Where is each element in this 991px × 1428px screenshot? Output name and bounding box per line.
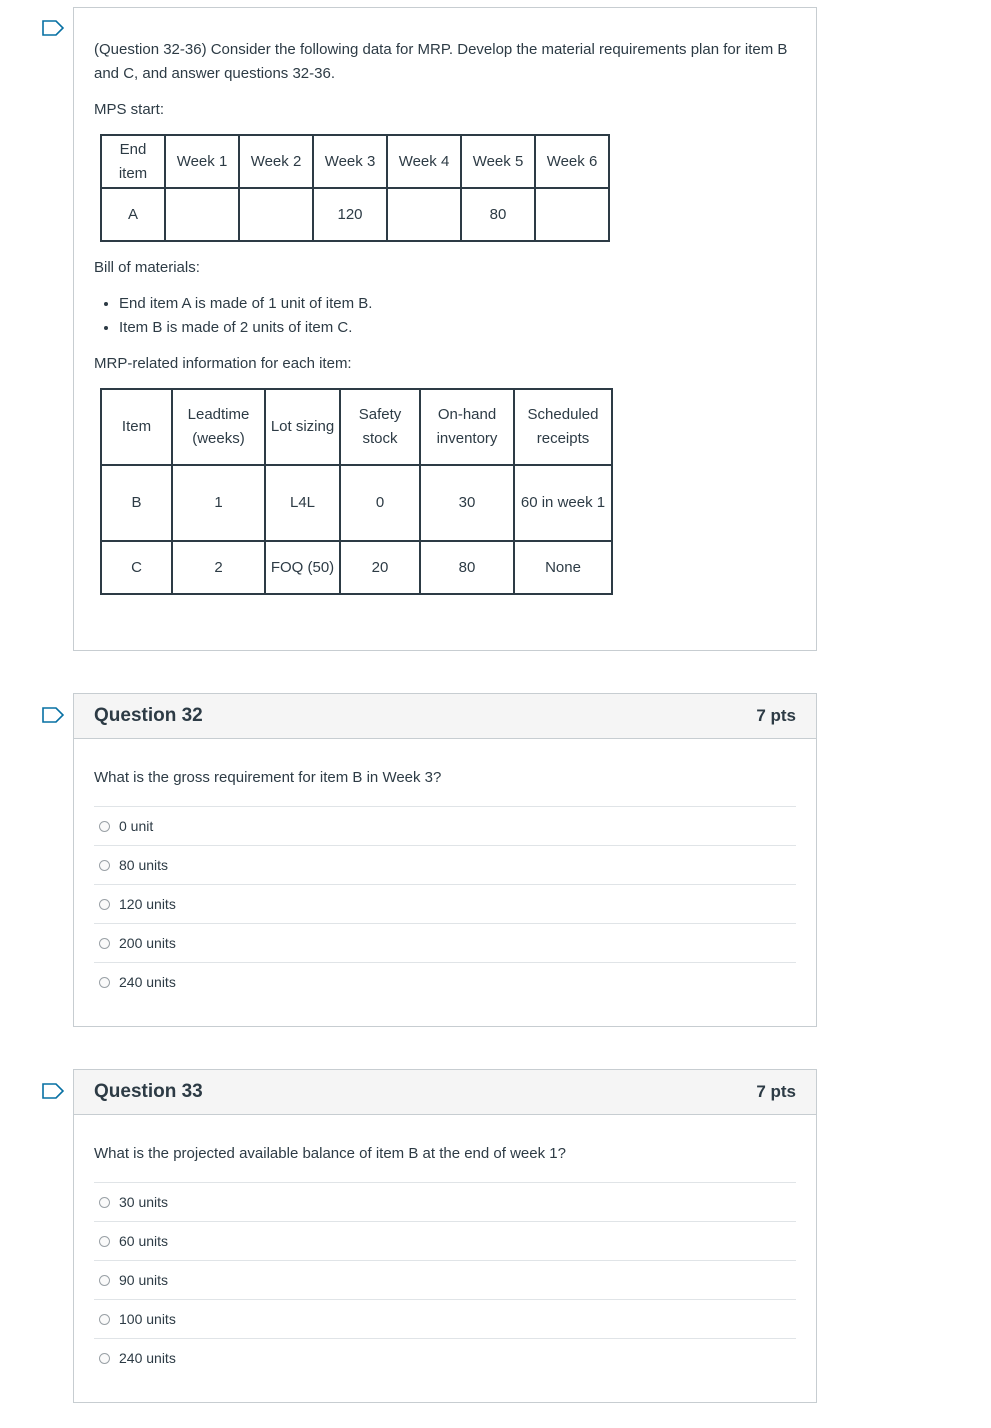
mps-cell (387, 188, 461, 241)
mrp-header: Safety stock (340, 389, 420, 465)
answer-option[interactable] (94, 923, 796, 962)
mps-header: Week 4 (387, 135, 461, 188)
mps-cell (535, 188, 609, 241)
answer-option[interactable] (94, 845, 796, 884)
question-header (74, 694, 816, 739)
mps-header: Week 6 (535, 135, 609, 188)
flag-question-icon[interactable] (42, 707, 64, 723)
list-item: • Item B is made of 2 units of item C. (119, 316, 796, 340)
question-card (73, 693, 817, 1027)
mrp-label: MRP-related information for each item: (94, 355, 352, 372)
mrp-cell: C (101, 541, 172, 594)
answer-label: 100 units (119, 1311, 176, 1327)
answer-option[interactable] (94, 806, 796, 845)
mps-header: Week 1 (165, 135, 239, 188)
mrp-cell: B (101, 465, 172, 541)
answer-option[interactable] (94, 884, 796, 923)
question-text: What is the projected available balance of item B at the end of week 1? (94, 1145, 566, 1162)
question-title: Question 32 (94, 705, 203, 726)
mrp-header: Scheduled receipts (514, 389, 612, 465)
mrp-cell: None (514, 541, 612, 594)
mps-cell (239, 188, 313, 241)
mrp-header: On-hand inventory (420, 389, 514, 465)
mrp-header: Leadtime (weeks) (172, 389, 265, 465)
answer-option[interactable] (94, 1260, 796, 1299)
question-text: What is the gross requirement for item B in Week 3? (94, 769, 442, 786)
radio-button[interactable] (99, 1314, 110, 1325)
answer-list (94, 1182, 796, 1377)
mps-header: End item (101, 135, 165, 188)
mps-cell: 80 (461, 188, 535, 241)
mrp-cell: 2 (172, 541, 265, 594)
intro-text: (Question 32-36) Consider the following data for MRP. Develop the material requirements plan for item B and C, and answer questions 32-36. (94, 41, 788, 82)
mrp-cell: 80 (420, 541, 514, 594)
question-points: 7 pts (756, 706, 796, 725)
list-item: • End item A is made of 1 unit of item B. (119, 292, 796, 316)
mrp-header: Lot sizing (265, 389, 340, 465)
mps-header: Week 2 (239, 135, 313, 188)
mrp-cell: 0 (340, 465, 420, 541)
radio-button[interactable] (99, 1275, 110, 1286)
mps-label: MPS start: (94, 101, 165, 118)
question-card (73, 1069, 817, 1403)
answer-option[interactable] (94, 1221, 796, 1260)
flag-question-icon[interactable] (42, 1083, 64, 1099)
answer-label: 60 units (119, 1233, 169, 1249)
question-header (74, 1070, 816, 1115)
mrp-header: Item (101, 389, 172, 465)
mps-cell (165, 188, 239, 241)
radio-button[interactable] (99, 1197, 110, 1208)
radio-button[interactable] (99, 1353, 110, 1364)
mps-table (100, 134, 610, 242)
mps-cell: 120 (313, 188, 387, 241)
radio-button[interactable] (99, 860, 110, 871)
question-title: Question 33 (94, 1081, 203, 1102)
answer-label: 90 units (119, 1272, 169, 1288)
mps-header: Week 5 (461, 135, 535, 188)
radio-button[interactable] (99, 938, 110, 949)
answer-label: 240 units (119, 974, 176, 990)
radio-button[interactable] (99, 821, 110, 832)
mrp-cell: 20 (340, 541, 420, 594)
radio-button[interactable] (99, 1236, 110, 1247)
mrp-cell: L4L (265, 465, 340, 541)
bom-list (94, 292, 796, 340)
answer-label: 120 units (119, 896, 176, 912)
answer-label: 80 units (119, 857, 169, 873)
answer-option[interactable] (94, 1299, 796, 1338)
mrp-cell: 30 (420, 465, 514, 541)
radio-button[interactable] (99, 899, 110, 910)
answer-label: 0 unit (119, 818, 154, 834)
mrp-cell: 60 in week 1 (514, 465, 612, 541)
answer-label: 200 units (119, 935, 176, 951)
answer-option[interactable] (94, 1338, 796, 1377)
intro-card (73, 7, 817, 651)
mrp-table (100, 388, 613, 595)
answer-list (94, 806, 796, 1001)
mps-cell: A (101, 188, 165, 241)
bom-label: Bill of materials: (94, 259, 200, 276)
radio-button[interactable] (99, 977, 110, 988)
answer-label: 30 units (119, 1194, 169, 1210)
mrp-cell: FOQ (50) (265, 541, 340, 594)
answer-option[interactable] (94, 962, 796, 1001)
answer-label: 240 units (119, 1350, 176, 1366)
answer-option[interactable] (94, 1182, 796, 1221)
mrp-cell: 1 (172, 465, 265, 541)
flag-question-icon[interactable] (42, 20, 64, 36)
question-points: 7 pts (756, 1082, 796, 1101)
mps-header: Week 3 (313, 135, 387, 188)
